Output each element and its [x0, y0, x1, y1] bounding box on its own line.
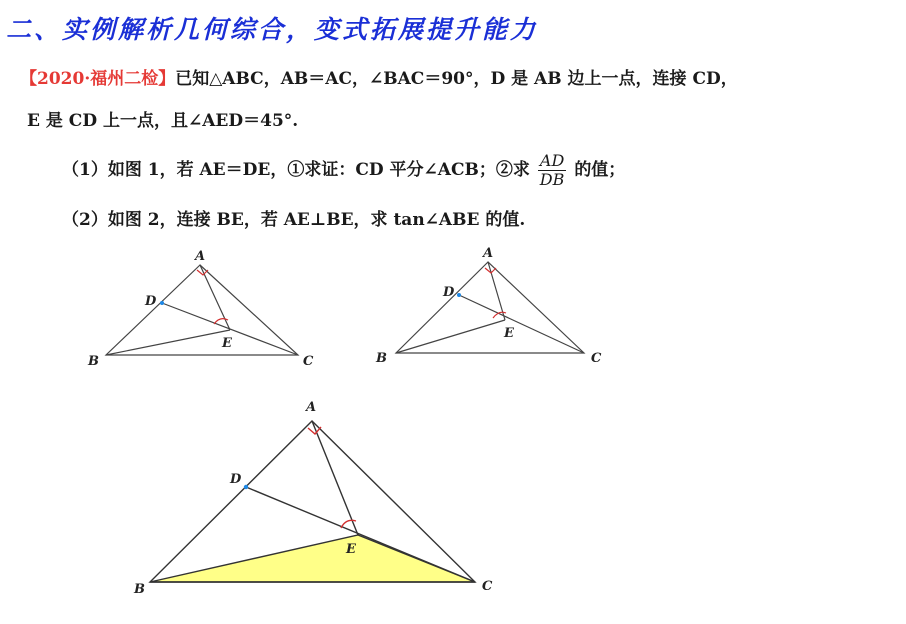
label-c: C — [482, 579, 493, 594]
figure-b — [396, 262, 584, 353]
segment-ae — [200, 265, 230, 330]
part1-text: （1）如图 1，若 AE＝DE，①求证：CD 平分∠ACB；②求 — [62, 160, 530, 180]
triangle-abc — [106, 265, 298, 355]
problem-source: 【2020·福州二检】 — [20, 69, 176, 89]
segment-be — [106, 330, 230, 355]
problem-given-1: 已知△ABC，AB＝AC，∠BAC＝90°，D 是 AB 边上一点，连接 CD， — [175, 69, 738, 89]
problem-part-2: （2）如图 2，连接 BE，若 AE⊥BE，求 tan∠ABE 的值. — [62, 210, 526, 230]
label-d: D — [443, 285, 455, 300]
label-a: A — [306, 400, 317, 415]
label-b: B — [88, 354, 99, 369]
triangle-bec-fill — [150, 535, 475, 582]
figure-c — [150, 421, 475, 582]
label-b: B — [134, 582, 145, 597]
label-c: C — [591, 351, 602, 366]
part1-tail: 的值； — [574, 160, 626, 180]
figure-a — [106, 265, 298, 355]
label-a: A — [483, 246, 494, 261]
segment-cd — [459, 295, 584, 353]
label-a: A — [195, 249, 206, 264]
label-e: E — [222, 336, 232, 351]
label-e: E — [346, 542, 356, 557]
problem-line-2: E 是 CD 上一点，且∠AED＝45°. — [27, 111, 299, 131]
label-d: D — [145, 294, 157, 309]
point-d-dot — [160, 301, 164, 305]
fraction-numerator: AD — [539, 151, 565, 170]
point-d-dot — [244, 485, 248, 489]
label-d: D — [230, 472, 242, 487]
label-c: C — [303, 354, 314, 369]
label-b: B — [376, 351, 387, 366]
section-heading: 二、实例解析几何综合，变式拓展提升能力 — [6, 15, 539, 44]
fraction-denominator: DB — [539, 170, 565, 189]
point-d-dot — [457, 293, 461, 297]
label-e: E — [504, 326, 514, 341]
